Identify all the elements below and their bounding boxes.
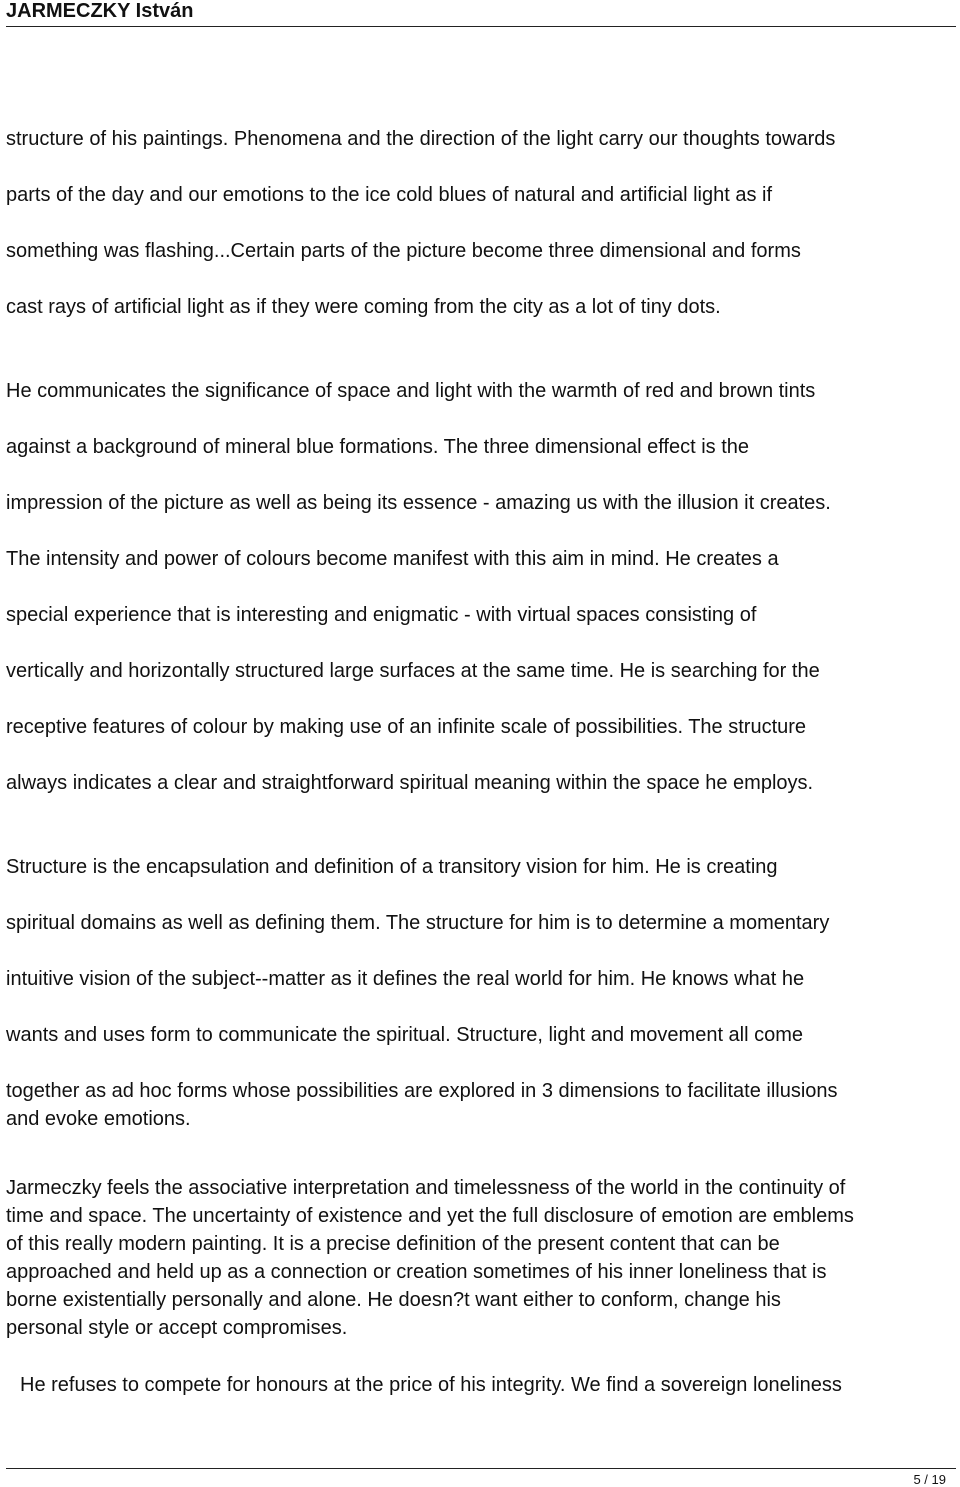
text-line: time and space. The uncertainty of existence and yet the full disclosure of emotion are emblems (6, 1205, 854, 1227)
text-line: intuitive vision of the subject--matter as it defines the real world for him. He knows what he (6, 968, 805, 990)
text-line: impression of the picture as well as being its essence - amazing us with the illusion it creates. (6, 492, 831, 514)
text-line: wants and uses form to communicate the spiritual. Structure, light and movement all come (6, 1024, 804, 1046)
text-line: together as ad hoc forms whose possibilities are explored in 3 dimensions to facilitate illusions (6, 1080, 838, 1102)
paragraph-5 (20, 1371, 956, 1399)
text-line: something was flashing...Certain parts of the picture become three dimensional and forms (6, 240, 801, 262)
text-line: approached and held up as a connection or creation sometimes of his inner loneliness that is (6, 1261, 827, 1283)
paragraph-1 (6, 111, 956, 335)
page-footer (6, 1468, 956, 1487)
text-line: receptive features of colour by making use of an infinite scale of possibilities. The structure (6, 716, 807, 738)
text-line: and evoke emotions. (6, 1108, 191, 1130)
text-line: He communicates the significance of space and light with the warmth of red and brown tints (6, 380, 816, 402)
text-line: personal style or accept compromises. (6, 1317, 348, 1339)
text-line: Structure is the encapsulation and definition of a transitory vision for him. He is creating (6, 856, 778, 878)
document-title: JARMECZKY István (6, 0, 194, 22)
text-line: Jarmeczky feels the associative interpretation and timelessness of the world in the continuity of (6, 1177, 846, 1199)
text-line: spiritual domains as well as defining them. The structure for him is to determine a momentary (6, 912, 830, 934)
paragraph-2 (6, 363, 956, 811)
page-header (6, 0, 956, 27)
paragraph-4 (6, 1174, 956, 1342)
text-line: He refuses to compete for honours at the price of his integrity. We find a sovereign loneliness (20, 1374, 842, 1396)
text-line: cast rays of artificial light as if they were coming from the city as a lot of tiny dots. (6, 296, 721, 318)
text-line: special experience that is interesting and enigmatic - with virtual spaces consisting of (6, 604, 757, 626)
page-number: 5 / 19 (913, 1472, 946, 1487)
text-line: The intensity and power of colours become manifest with this aim in mind. He creates a (6, 548, 779, 570)
paragraph-3 (6, 839, 956, 1133)
text-line: against a background of mineral blue formations. The three dimensional effect is the (6, 436, 750, 458)
text-line: parts of the day and our emotions to the ice cold blues of natural and artificial light as if (6, 184, 772, 206)
text-line: of this really modern painting. It is a precise definition of the present content that can be (6, 1233, 780, 1255)
text-line: borne existentially personally and alone. He doesn?t want either to conform, change his (6, 1289, 781, 1311)
text-line: vertically and horizontally structured large surfaces at the same time. He is searching for the (6, 660, 820, 682)
text-line: structure of his paintings. Phenomena and the direction of the light carry our thoughts towards (6, 128, 836, 150)
text-line: always indicates a clear and straightforward spiritual meaning within the space he employs. (6, 772, 814, 794)
